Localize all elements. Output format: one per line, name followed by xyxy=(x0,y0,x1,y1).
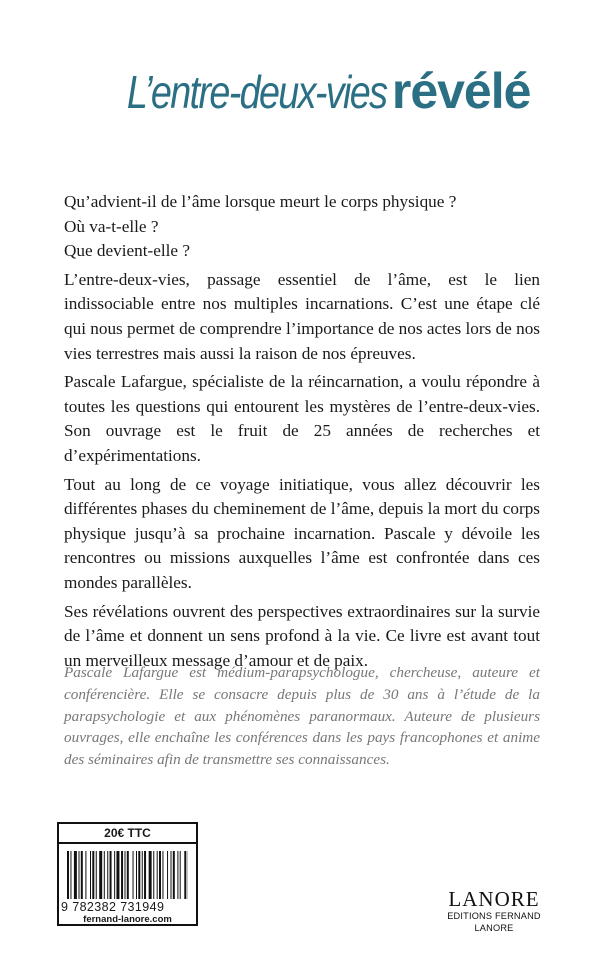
paragraph-1: L’entre-deux-vies, passage essentiel de l’âme, est le lien indissociable entre nos multiples incarnations. C’est une étape clé qui nous permet de comprendre l’importance de nos actes lors de nos vies terrestres mais aussi la raison de nos épreuves. xyxy=(64,269,540,363)
question-1: Qu’advient-il de l’âme lorsque meurt le corps physique ? xyxy=(64,192,457,211)
question-2: Où va-t-elle ? xyxy=(64,216,159,236)
paragraph-2: Pascale Lafargue, spécialiste de la réincarnation, a voulu répondre à toutes les questions qui entourent les mystères de l’entre-deux-vies. Son ouvrage est le fruit de 25 années de recherches et d’expérimentations. xyxy=(64,372,540,465)
price-label: 20€ TTC xyxy=(59,824,196,844)
publisher-logo-text: LANORE xyxy=(448,887,540,911)
barcode-label xyxy=(57,822,198,926)
author-bio: Pascale Lafargue est médium-parapsychologue, chercheuse, auteure et conférencière. Elle se consacre depuis plus de 30 ans à l’étude de la parapsychologie et aux phénomènes paranormaux. Auteure de plusieurs ouvrages, elle enchaîne les conférences dans les pays francophones et anime des séminaires afin de transmettre ses connaissances. xyxy=(64,664,540,769)
publisher-logo xyxy=(430,888,558,934)
question-3: Que devient-elle ? xyxy=(64,241,190,261)
barcode-bars xyxy=(67,851,188,899)
blurb xyxy=(64,190,540,673)
book-title xyxy=(0,62,600,120)
paragraph-3: Tout au long de ce voyage initiatique, vous allez découvrir les différentes phases du cheminement de l’âme, depuis la mort du corps physique jusqu’à sa prochaine incarnation. Pascale y dévoile les rencontres ou missions auxquelles l’âme est confrontée dans ces mondes parallèles. xyxy=(64,474,540,592)
paragraph-4: Ses révélations ouvrent des perspectives extraordinaires sur la survie de l’âme et donnent un sens profond à la vie. Ce livre est avant tout un merveilleux message d’amour et de paix. xyxy=(64,601,540,670)
publisher-website: fernand-lanore.com xyxy=(83,914,172,925)
publisher-name: EDITIONS FERNAND LANORE xyxy=(447,911,541,933)
isbn-digits: 9 782382 731949 xyxy=(61,900,165,914)
title-light: L’entre-deux-vies xyxy=(126,66,386,118)
title-bold: révélé xyxy=(391,63,531,119)
